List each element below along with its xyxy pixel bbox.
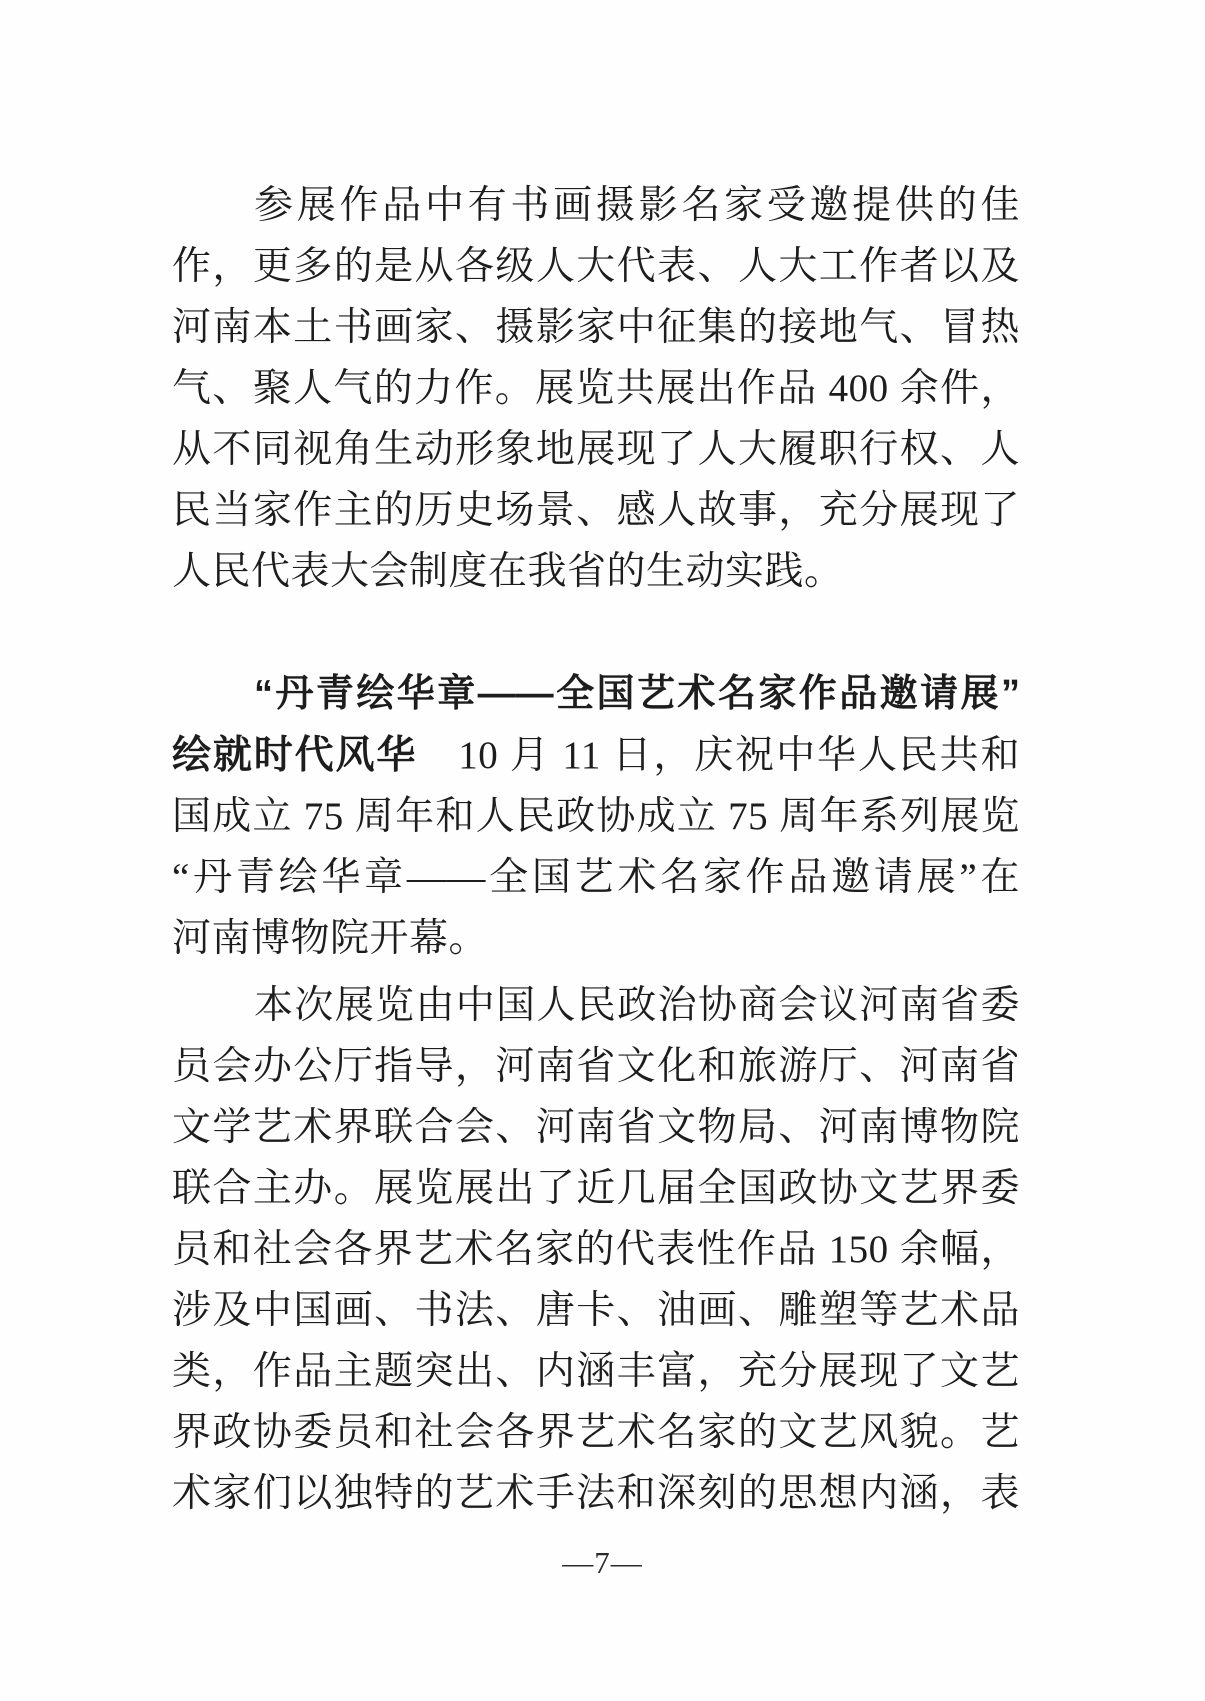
page-number: —7— [562, 1545, 643, 1580]
text-line: 涉及中国画、书法、唐卡、油画、雕塑等艺术品 [172, 1289, 1020, 1332]
text-line: 员和社会各界艺术名家的代表性作品 150 余幅， [172, 1228, 1020, 1271]
entry-lead-rest-text: 10 月 11 日，庆祝中华人民共和 [417, 734, 1020, 777]
text-line: 国成立 75 周年和人民政协成立 75 周年系列展览 [172, 795, 1020, 838]
text-line: “丹青绘华章——全国艺术名家作品邀请展”在 [172, 856, 1020, 899]
text-line [172, 725, 1020, 786]
text-line: 民当家作主的历史场景、感人故事，充分展现了 [172, 489, 1020, 532]
entry-heading-text: “丹青绘华章——全国艺术名家作品邀请展” [254, 673, 1020, 715]
text-line: 参展作品中有书画摄影名家受邀提供的佳 [254, 184, 1020, 227]
text-line: 本次展览由中国人民政治协商会议河南省委 [254, 984, 1020, 1027]
text-line: 作，更多的是从各级人大代表、人大工作者以及 [172, 245, 1020, 288]
text-line: 河南本土书画家、摄影家中征集的接地气、冒热 [172, 306, 1020, 349]
entry-lead-bold-text: 绘就时代风华 [172, 734, 418, 777]
text-line: 类，作品主题突出、内涵丰富，充分展现了文艺 [172, 1350, 1020, 1393]
paragraph-exhibition-organizers [172, 975, 1020, 1524]
page-content [172, 175, 1020, 1524]
text-line: 河南博物院开幕。 [172, 917, 489, 960]
text-line: 术家们以独特的艺术手法和深刻的思想内涵，表 [172, 1472, 1020, 1515]
entry-heading-line [172, 664, 1020, 725]
text-line: 文学艺术界联合会、河南省文物局、河南博物院 [172, 1106, 1020, 1149]
text-line: 联合主办。展览展出了近几届全国政协文艺界委 [172, 1167, 1020, 1210]
paragraph-exhibition-works [172, 175, 1020, 602]
text-line: 员会办公厅指导，河南省文化和旅游厅、河南省 [172, 1045, 1020, 1088]
text-line: 人民代表大会制度在我省的生动实践。 [172, 550, 844, 593]
paragraph-art-invitation-exhibition [172, 664, 1020, 969]
text-line: 界政协委员和社会各界艺术名家的文艺风貌。艺 [172, 1411, 1020, 1454]
text-line: 气、聚人气的力作。展览共展出作品 400 余件， [172, 367, 1020, 410]
text-line: 从不同视角生动形象地展现了人大履职行权、人 [172, 428, 1020, 471]
